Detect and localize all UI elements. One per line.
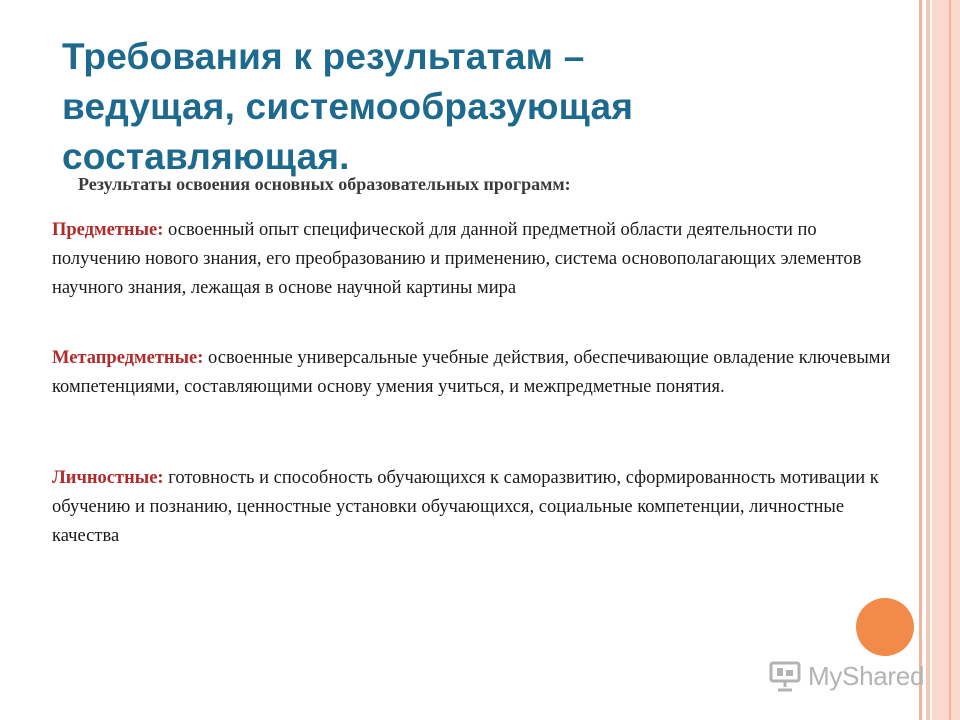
slide-title <box>62 32 882 182</box>
section-text: готовность и способность обучающихся к саморазвитию, сформированность мотивации к обучению и познанию, ценностные установки обучающихся, социальные компетенции, личностные качества <box>52 468 879 546</box>
decorative-stripe <box>926 0 930 720</box>
section-text: освоенные универсальные учебные действия, обеспечивающие овладение ключевыми компетенциями, составляющими основу умения учиться, и межпредметные понятия. <box>52 348 891 397</box>
section-label: Метапредметные: <box>52 348 204 368</box>
watermark-text: MyShared <box>808 660 925 691</box>
slide-subtitle: Результаты освоения основных образовательных программ: <box>78 174 571 194</box>
decorative-stripe <box>932 0 960 720</box>
title-line: составляющая. <box>62 136 350 177</box>
section-metasubject <box>52 344 892 402</box>
decorative-circle <box>856 598 914 656</box>
decorative-stripe <box>919 0 922 720</box>
decorative-stripe <box>949 0 951 720</box>
title-line: ведущая, системообразующая <box>62 86 634 127</box>
section-label: Предметные: <box>52 220 164 240</box>
section-text: освоенный опыт специфической для данной предметной области деятельности по получению нового знания, его преобразованию и применению, система основополагающих элементов научного знания, лежащая в основе научной картины мира <box>52 220 862 298</box>
section-label: Личностные: <box>52 468 164 488</box>
section-subject <box>52 216 892 303</box>
presentation-icon <box>768 659 802 693</box>
section-personal <box>52 464 892 551</box>
watermark <box>768 656 924 696</box>
title-line: Требования к результатам – <box>62 36 585 77</box>
